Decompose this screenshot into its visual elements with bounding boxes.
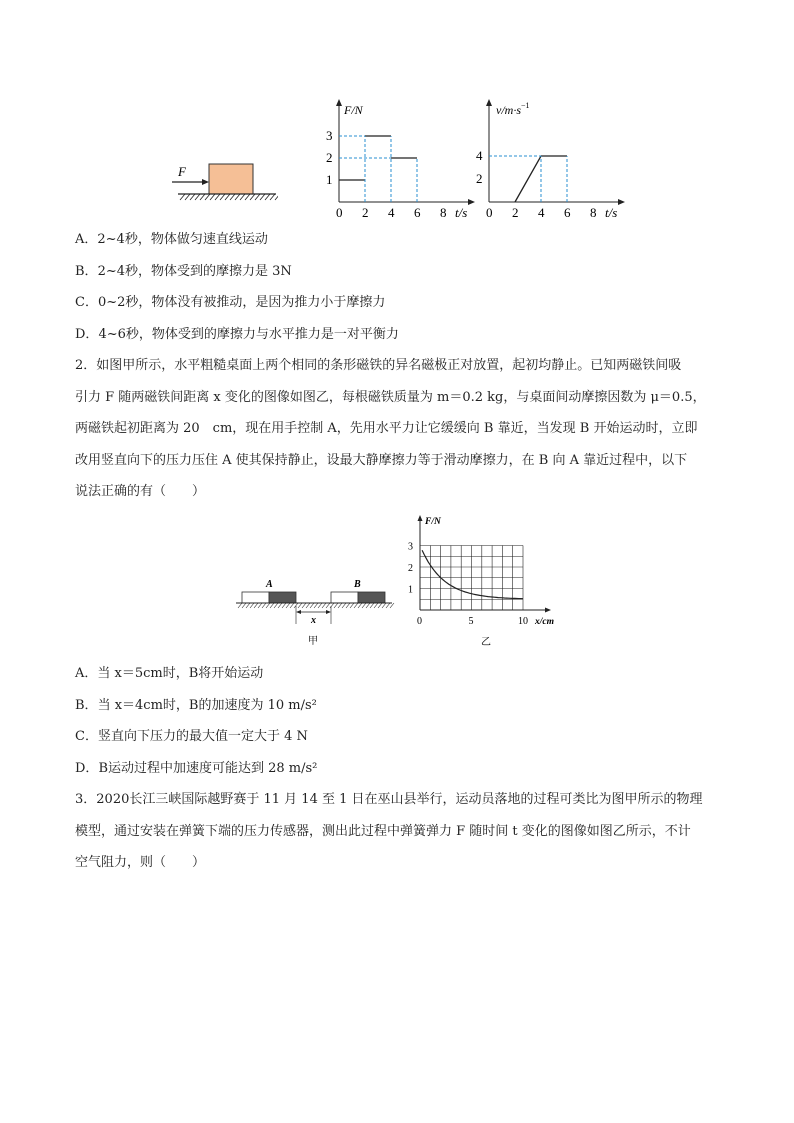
- hatch-mark: [298, 603, 302, 608]
- hatch-mark: [258, 603, 262, 608]
- hatch-mark: [246, 603, 250, 608]
- magnet-a-dark: [269, 592, 296, 603]
- x-tick-label: 5: [468, 616, 474, 627]
- y-tick-label: 3: [326, 128, 333, 143]
- hatch-mark: [358, 603, 362, 608]
- x-tick-label: 8: [590, 205, 597, 220]
- option-letter: A．: [75, 232, 98, 247]
- v-label-exp: −1: [521, 101, 530, 110]
- option-text: B运动过程中加速度可能达到 28 m/s²: [98, 761, 318, 776]
- y-tick-label: 2: [326, 150, 333, 165]
- block: [209, 164, 253, 194]
- q2-stem-line-2: 引力 F 随两磁铁间距离 x 变化的图像如图乙，每根磁铁质量为 m＝0.2 kg，与桌面间动摩擦因数为 μ＝0.5，: [75, 390, 706, 405]
- x-axis-arrow: [618, 199, 625, 205]
- hatch-mark: [235, 194, 240, 200]
- hatch-mark: [225, 194, 230, 200]
- y-tick-label: 2: [476, 171, 483, 186]
- x-tick-label: 6: [414, 205, 421, 220]
- q2-stem-line-1: 2．如图甲所示，水平粗糙桌面上两个相同的条形磁铁的异名磁极正对放置，起初均静止。已知两磁铁间吸: [75, 358, 682, 373]
- q2-stem-line-5: 说法正确的有（ ）: [75, 484, 206, 499]
- y-axis-arrow: [486, 99, 492, 106]
- x-tick-label: 2: [512, 205, 519, 220]
- hatch-mark: [334, 603, 338, 608]
- q2-stem-line-3: 两磁铁起初距离为 20 cm，现在用手控制 A，先用水平力让它缓缓向 B 靠近，当发现 B 开始运动时，立即: [75, 421, 698, 436]
- q3-stem-line-3: 空气阻力，则（ ）: [75, 855, 206, 870]
- option-text: 0~2秒，物体没有被推动，是因为推力小于摩擦力: [97, 295, 386, 310]
- hatch-mark: [374, 603, 378, 608]
- q1-block-figure: [168, 158, 278, 210]
- hatch-mark: [370, 603, 374, 608]
- y-tick-label: 1: [326, 172, 333, 187]
- y-axis-label: [496, 101, 530, 117]
- q1-option-b: [75, 264, 292, 280]
- x-axis-label: x/cm: [535, 617, 554, 627]
- x-tick-label: 10: [518, 616, 528, 627]
- hatch-mark: [382, 603, 386, 608]
- option-text: 4~6秒，物体受到的摩擦力与水平推力是一对平衡力: [98, 327, 399, 342]
- y-tick-label: 4: [476, 148, 483, 163]
- x-axis-label: t/s: [605, 205, 618, 220]
- hatch-mark: [255, 194, 260, 200]
- hatch-mark: [314, 603, 318, 608]
- table-hatch: [238, 603, 394, 608]
- hatch-mark: [242, 603, 246, 608]
- v-label-main: v/m·s: [496, 103, 521, 117]
- hatch-mark: [350, 603, 354, 608]
- hatch-mark: [286, 603, 290, 608]
- y-axis-label: F/N: [425, 517, 441, 527]
- figure-caption-yi: 乙: [481, 637, 491, 648]
- q2-option-b: [75, 698, 317, 714]
- hatch-mark: [378, 603, 382, 608]
- q1-option-a: [75, 232, 268, 248]
- y-tick-label: 1: [408, 584, 413, 596]
- magnet-a-white: [242, 592, 269, 603]
- x-tick-label: 8: [440, 205, 447, 220]
- q2-stem-line-4: 改用竖直向下的压力压住 A 使其保持静止，设最大静摩擦力等于滑动摩擦力，在 B 向 A 靠近过程中，以下: [75, 453, 688, 468]
- hatch-mark: [190, 194, 195, 200]
- ground-hatch: [180, 194, 278, 200]
- x-tick-label: 4: [538, 205, 545, 220]
- hatch-mark: [240, 194, 245, 200]
- hatch-mark: [390, 603, 394, 608]
- hatch-mark: [260, 194, 265, 200]
- hatch-mark: [342, 603, 346, 608]
- option-letter: B．: [75, 264, 98, 279]
- hatch-mark: [250, 194, 255, 200]
- y-axis-arrow: [418, 515, 423, 521]
- y-tick-label: 2: [408, 563, 413, 574]
- option-text: 当 x＝4cm时，B的加速度为 10 m/s²: [97, 698, 317, 713]
- q1-option-d: [75, 327, 399, 343]
- hatch-mark: [386, 603, 390, 608]
- hatch-mark: [270, 194, 275, 200]
- y-tick-label: 3: [408, 541, 413, 553]
- hatch-mark: [266, 603, 270, 608]
- q2-option-d: [75, 761, 317, 777]
- hatch-mark: [354, 603, 358, 608]
- hatch-mark: [270, 603, 274, 608]
- hatch-mark: [265, 194, 270, 200]
- magnet-b-dark: [358, 592, 385, 603]
- force-time-graph: [322, 98, 477, 223]
- x-tick-label: 4: [388, 205, 395, 220]
- q1-option-c: [75, 295, 385, 311]
- hatch-mark: [275, 194, 278, 200]
- distance-label: x: [311, 615, 316, 626]
- y-axis-arrow: [336, 99, 342, 106]
- option-text: 2~4秒，物体做匀速直线运动: [97, 232, 268, 247]
- y-axis-label: F/N: [344, 103, 363, 117]
- hatch-mark: [366, 603, 370, 608]
- hatch-mark: [195, 194, 200, 200]
- velocity-time-graph: [472, 98, 627, 223]
- hatch-mark: [310, 603, 314, 608]
- hatch-mark: [238, 603, 242, 608]
- option-letter: C．: [75, 295, 98, 310]
- x-axis-arrow: [545, 608, 551, 613]
- hatch-mark: [278, 603, 282, 608]
- attraction-graph: [405, 512, 565, 652]
- option-letter: A．: [75, 666, 98, 681]
- magnet-a-label: A: [266, 579, 273, 590]
- hatch-mark: [322, 603, 326, 608]
- hatch-mark: [185, 194, 190, 200]
- option-text: 当 x＝5cm时，B将开始运动: [97, 666, 264, 681]
- x-tick-label: 0: [336, 205, 343, 220]
- q2-option-c: [75, 729, 308, 745]
- hatch-mark: [330, 603, 334, 608]
- hatch-mark: [250, 603, 254, 608]
- magnets-figure: [232, 574, 397, 652]
- hatch-mark: [220, 194, 225, 200]
- x-tick-label: 6: [564, 205, 571, 220]
- hatch-mark: [230, 194, 235, 200]
- hatch-mark: [200, 194, 205, 200]
- hatch-mark: [274, 603, 278, 608]
- hatch-mark: [338, 603, 342, 608]
- figure-caption-jia: 甲: [308, 636, 318, 647]
- x-tick-label: 0: [486, 205, 493, 220]
- x-axis-label: t/s: [455, 205, 468, 220]
- force-label: F: [178, 164, 186, 179]
- force-arrow-head: [202, 179, 209, 185]
- option-text: 竖直向下压力的最大值一定大于 4 N: [97, 729, 308, 744]
- hatch-mark: [262, 603, 266, 608]
- magnet-b-white: [331, 592, 358, 603]
- hatch-mark: [302, 603, 306, 608]
- x-tick-label: 0: [417, 616, 422, 627]
- distance-arrow-right: [326, 610, 331, 614]
- option-letter: D．: [75, 761, 99, 776]
- q2-option-a: [75, 666, 263, 682]
- option-text: 2~4秒，物体受到的摩擦力是 3N: [97, 264, 292, 279]
- hatch-mark: [362, 603, 366, 608]
- q3-stem-line-1: 3．2020长江三峡国际越野赛于 11 月 14 至 1 日在巫山县举行，运动员落地的过程可类比为图甲所示的物理: [75, 792, 703, 807]
- x-tick-label: 2: [362, 205, 369, 220]
- hatch-mark: [318, 603, 322, 608]
- attraction-curve: [422, 550, 523, 599]
- hatch-mark: [215, 194, 220, 200]
- hatch-mark: [346, 603, 350, 608]
- magnet-b-label: B: [354, 579, 361, 590]
- hatch-mark: [210, 194, 215, 200]
- hatch-mark: [254, 603, 258, 608]
- distance-arrow-left: [296, 610, 301, 614]
- option-letter: D．: [75, 327, 99, 342]
- hatch-mark: [306, 603, 310, 608]
- hatch-mark: [290, 603, 294, 608]
- hatch-mark: [282, 603, 286, 608]
- option-letter: B．: [75, 698, 98, 713]
- hatch-mark: [180, 194, 185, 200]
- hatch-mark: [205, 194, 210, 200]
- q3-stem-line-2: 模型，通过安装在弹簧下端的压力传感器，测出此过程中弹簧弹力 F 随时间 t 变化的图像如图乙所示，不计: [75, 824, 691, 839]
- hatch-mark: [245, 194, 250, 200]
- hatch-mark: [326, 603, 330, 608]
- option-letter: C．: [75, 729, 98, 744]
